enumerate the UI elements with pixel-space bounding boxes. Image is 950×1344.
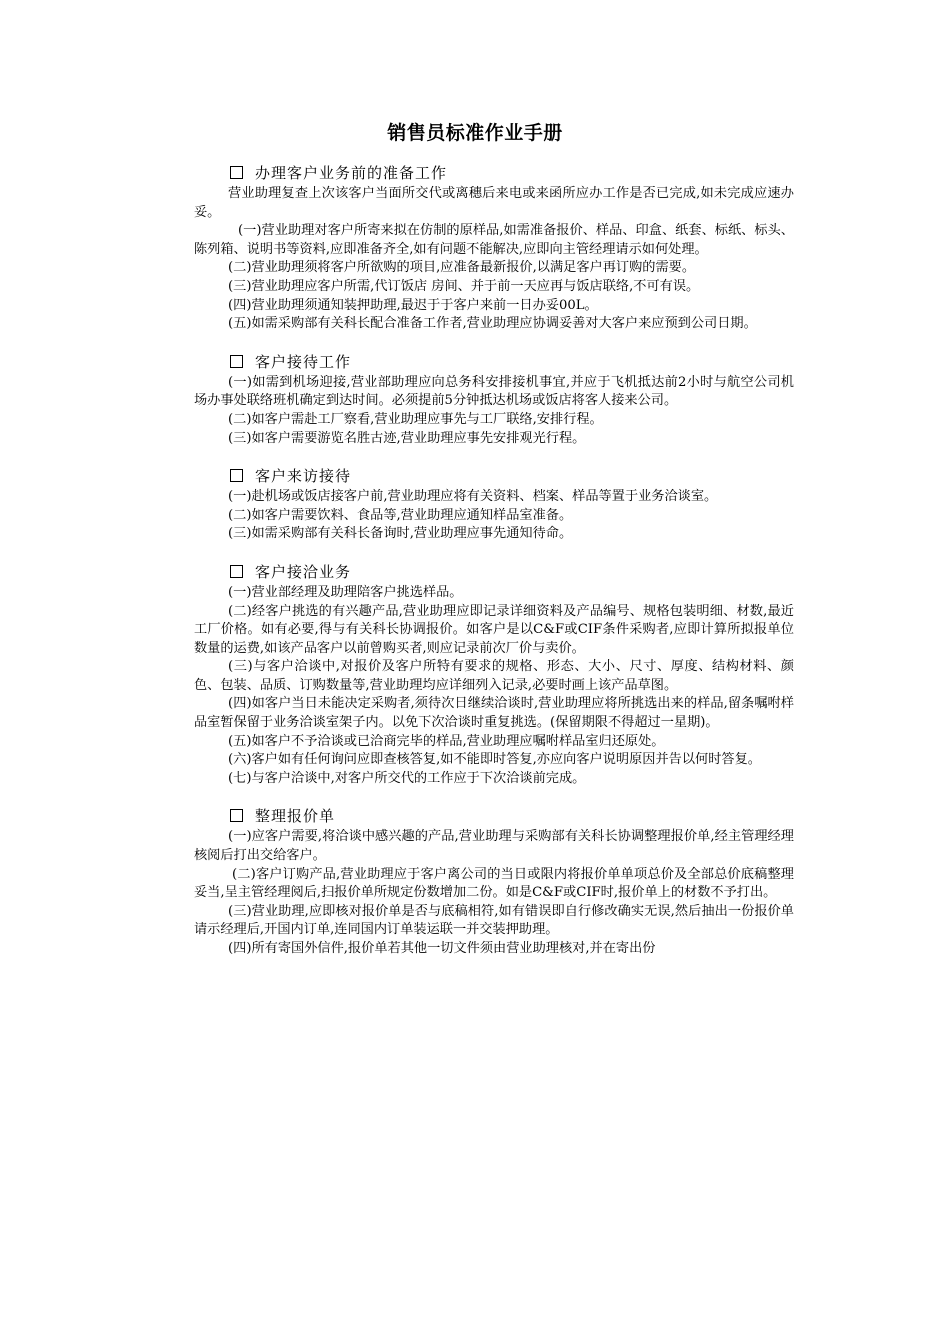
paragraph: (七)与客户洽谈中,对客户所交代的工作应于下次洽谈前完成。 (228, 770, 586, 786)
checkbox-icon (230, 469, 243, 482)
section-heading (230, 466, 794, 486)
checkbox-icon (230, 166, 243, 179)
paragraph: (二)如客户需赴工厂察看,营业助理应事先与工厂联络,安排行程。 (228, 411, 603, 427)
paragraph: (二)如客户需要饮料、食品等,营业助理应通知样品室准备。 (228, 507, 573, 523)
paragraph: (三)如客户需要游览名胜古迹,营业助理应事先安排观光行程。 (228, 430, 586, 446)
paragraph: (一)如需到机场迎接,营业部助理应向总务科安排接机事宜,并应于飞机抵达前2小时与航空公司机场办事处联络班机确定到达时间。必须提前5分钟抵达机场或饭店将客人接来公司。 (194, 374, 794, 409)
paragraph: (四)所有寄国外信件,报价单若其他一切文件须由营业助理核对,并在寄出份 (228, 941, 656, 956)
paragraph: (一)营业助理对客户所寄来拟在仿制的原样品,如需准备报价、样品、印盒、纸套、标纸、标头、陈列箱、说明书等资料,应即准备齐全,如有问题不能解决,应即向主管经理请示如何处理。 (194, 223, 794, 257)
section-heading-text: 客户接待工作 (255, 352, 352, 371)
checkbox-icon (230, 355, 243, 368)
paragraph: (二)营业助理须将客户所欲购的项目,应准备最新报价,以满足客户再订购的需要。 (228, 260, 696, 276)
section-heading (230, 352, 794, 372)
paragraph: (六)客户如有任何询问应即查核答复,如不能即时答复,亦应向客户说明原因并告以何时答复。 (228, 752, 761, 768)
document-title: 销售员标准作业手册 (387, 122, 563, 144)
paragraph: (五)如客户不予洽谈或已洽商完毕的样品,营业助理应嘱咐样品室归还原处。 (228, 733, 665, 749)
checkbox-icon (230, 565, 243, 578)
paragraph: (三)与客户洽谈中,对报价及客户所特有要求的规格、形态、大小、尺寸、厚度、结构材料、颜色、包装、品质、订购数量等,营业助理均应详细列入记录,必要时画上该产品草图。 (194, 659, 794, 693)
checkbox-icon (230, 809, 243, 822)
section-quotation (194, 806, 794, 958)
section-reception (194, 352, 794, 448)
paragraph: (四)营业助理须通知装押助理,最迟于于客户来前一日办妥00L。 (228, 297, 598, 313)
paragraph: (三)营业助理应客户所需,代订饭店 房间、并于前一天应再与饭店联络,不可有误。 (228, 278, 700, 294)
paragraph: (三)如需采购部有关科长备询时,营业助理应事先通知待命。 (228, 526, 573, 542)
section-heading-text: 办理客户业务前的准备工作 (255, 164, 448, 182)
paragraph: (五)如需采购部有关科长配合准备工作者,营业助理应协调妥善对大客户来应预到公司日期。 (228, 316, 757, 332)
paragraph: 营业助理复查上次该客户当面所交代或离穗后来电或来函所应办工作是否已完成,如未完成应速办妥。 (194, 186, 794, 220)
section-negotiation (194, 562, 794, 789)
section-visit (194, 466, 794, 544)
paragraph: (四)如客户当日未能决定采购者,须待次日继续洽谈时,营业助理应将所挑选出来的样品,留条嘱咐样品室暂保留于业务洽谈室架子内。以免下次洽谈时重复挑选。(保留期限不得超过一星期)。 (194, 696, 794, 731)
paragraph: (一)赴机场或饭店接客户前,营业助理应将有关资料、档案、样品等置于业务洽谈室。 (228, 489, 718, 505)
section-heading (230, 163, 794, 183)
section-heading-text: 客户接洽业务 (255, 562, 352, 581)
paragraph: (一)营业部经理及助理陪客户挑选样品。 (228, 584, 463, 600)
section-heading-text: 整理报价单 (255, 807, 336, 826)
section-heading-text: 客户来访接待 (255, 467, 352, 486)
section-heading (230, 806, 794, 826)
paragraph: (一)应客户需要,将洽谈中感兴趣的产品,营业助理与采购部有关科长协调整理报价单,经主管理经理核阅后打出交给客户。 (194, 829, 794, 864)
document-body (194, 163, 794, 959)
paragraph: (二)客户订购产品,营业助理应于客户离公司的当日或限内将报价单单项总价及全部总价底稿整理妥当,呈主管经理阅后,扫报价单所规定份数增加二份。如是C&F或CIF时,报价单上的材数不予打出。 (194, 866, 794, 901)
section-heading (230, 562, 794, 582)
paragraph: (三)营业助理,应即核对报价单是否与底稿相符,如有错误即自行修改确实无误,然后抽出一份报价单请示经理后,开国内订单,连同国内订单装运联一并交装押助理。 (194, 903, 794, 938)
paragraph: (二)经客户挑选的有兴趣产品,营业助理应即记录详细资料及产品编号、规格包装明细、材数,最近工厂价格。如有必要,得与有关科长协调报价。如客户是以C&F或CIF条件采购者,应即计算所拟报单位数量的运费,如该产品客户以前曾购买者,则应记录前次厂价与卖价。 (194, 603, 794, 656)
section-preparation (194, 163, 794, 334)
